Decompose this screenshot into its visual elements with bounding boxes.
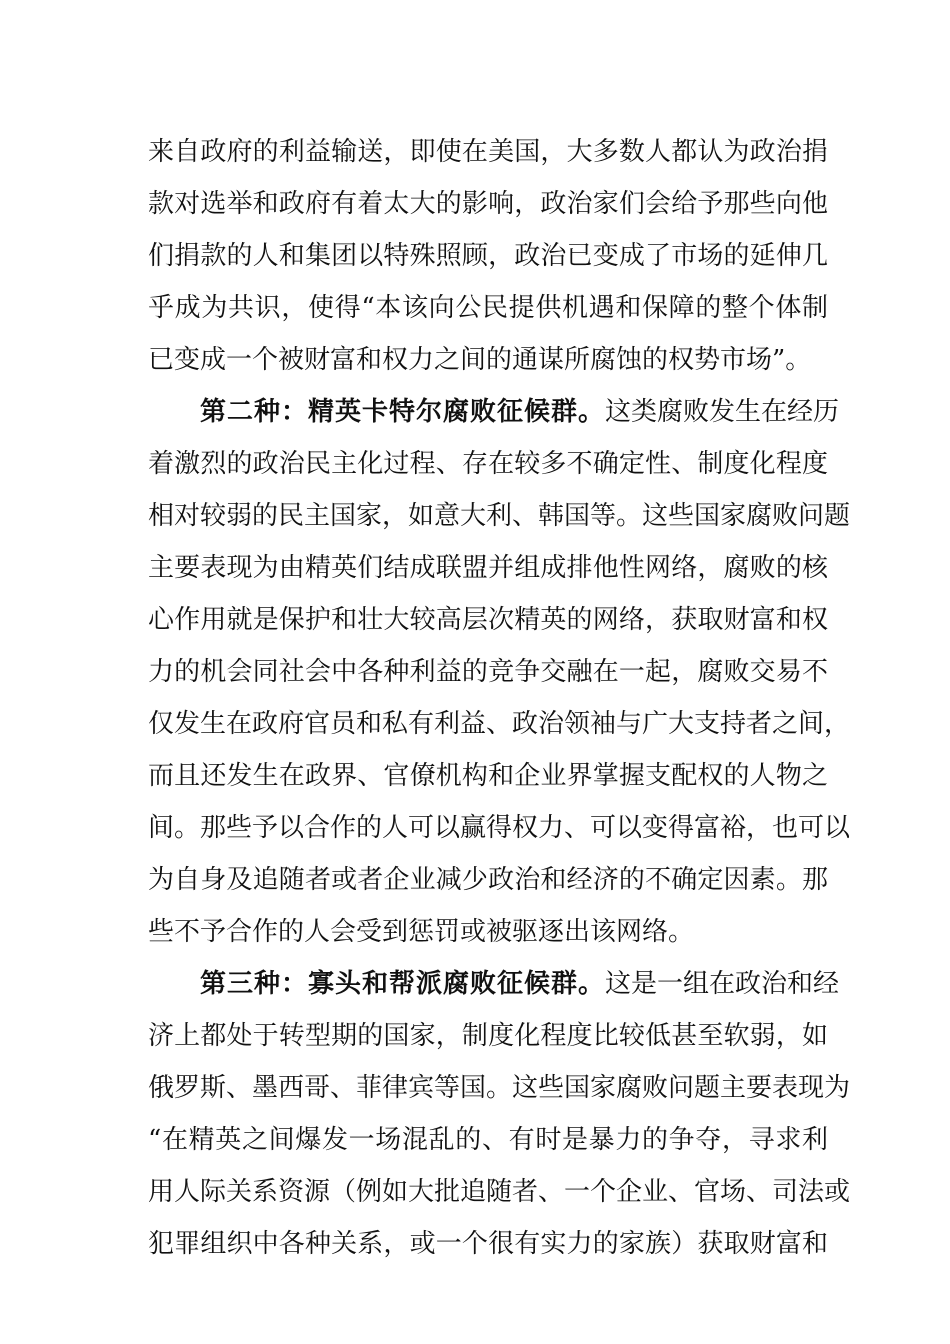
text-line: 们捐款的人和集团以特殊照顾，政治已变成了市场的延伸几 (148, 241, 828, 271)
text-line: 而且还发生在政界、官僚机构和企业界掌握支配权的人物之 (148, 761, 828, 791)
text-line: 来自政府的利益输送，即使在美国，大多数人都认为政治捐 (148, 137, 828, 167)
text-line: 相对较弱的民主国家，如意大利、韩国等。这些国家腐败问题 (148, 501, 851, 531)
text-line: 间。那些予以合作的人可以赢得权力、可以变得富裕，也可以 (148, 813, 851, 843)
text-line: 款对选举和政府有着太大的影响，政治家们会给予那些向他 (148, 189, 828, 219)
text-line: 力的机会同社会中各种利益的竞争交融在一起，腐败交易不 (148, 657, 828, 687)
text-line: 犯罪组织中各种关系，或一个很有实力的家族）获取财富和 (148, 1229, 828, 1259)
text-line: 用人际关系资源（例如大批追随者、一个企业、官场、司法或 (148, 1177, 851, 1207)
text-line: 心作用就是保护和壮大较高层次精英的网络，获取财富和权 (148, 605, 828, 635)
text-line: “在精英之间爆发一场混乱的、有时是暴力的争夺，寻求利 (148, 1125, 828, 1155)
text-line: 俄罗斯、墨西哥、菲律宾等国。这些国家腐败问题主要表现为 (148, 1073, 851, 1103)
text-span: 这是一组在政治和经 (605, 969, 840, 999)
section-lead: 第二种：精英卡特尔腐败征候群。 (200, 397, 606, 427)
text-line: 着激烈的政治民主化过程、存在较多不确定性、制度化程度 (148, 449, 828, 479)
paragraph-first-line (200, 964, 840, 1004)
text-line: 济上都处于转型期的国家，制度化程度比较低甚至软弱，如 (148, 1021, 828, 1051)
text-line: 乎成为共识，使得“本该向公民提供机遇和保障的整个体制 (148, 293, 828, 323)
text-line: 仅发生在政府官员和私有利益、政治领袖与广大支持者之间， (148, 709, 851, 739)
text-span: 这类腐败发生在经历 (605, 397, 840, 427)
text-line: 些不予合作的人会受到惩罚或被驱逐出该网络。 (148, 917, 695, 947)
section-lead: 第三种：寡头和帮派腐败征候群。 (200, 969, 606, 999)
text-line: 主要表现为由精英们结成联盟并组成排他性网络，腐败的核 (148, 553, 828, 583)
text-line: 为自身及追随者或者企业减少政治和经济的不确定因素。那 (148, 865, 828, 895)
text-line: 已变成一个被财富和权力之间的通谋所腐蚀的权势市场”。 (148, 345, 812, 375)
paragraph-first-line (200, 392, 840, 432)
